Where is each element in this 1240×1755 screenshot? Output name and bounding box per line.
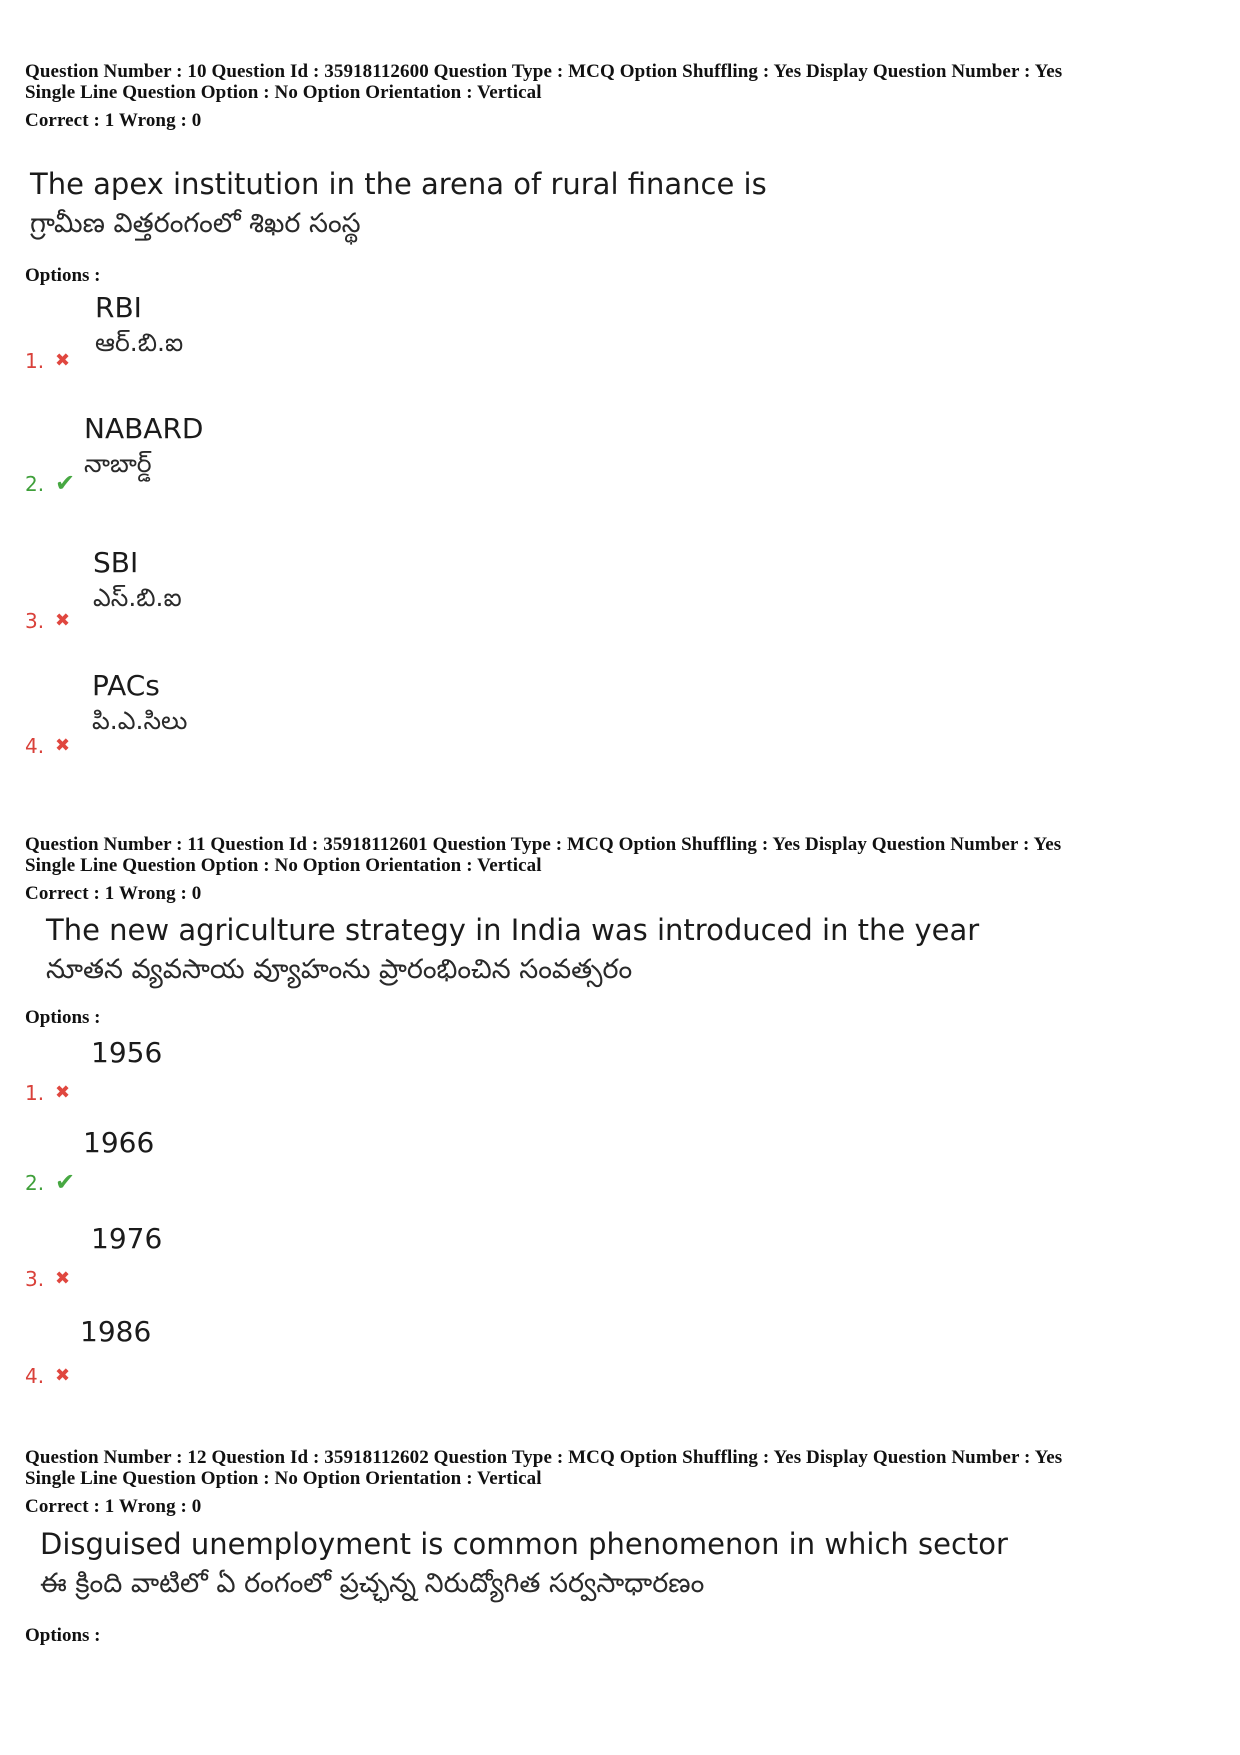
- option-text: [83, 1125, 154, 1161]
- option-text: [91, 1221, 162, 1257]
- option-3: [25, 1221, 425, 1291]
- question-meta-line1: Question Number : 10 Question Id : 35918112600 Question Type : MCQ Option Shuffling : Yes Display Question Number : Yes: [25, 61, 1063, 82]
- option-3: [25, 546, 425, 633]
- wrong-icon: ✖: [55, 735, 71, 756]
- option-number: 4.: [25, 734, 45, 758]
- question-meta-line1: Question Number : 12 Question Id : 35918112602 Question Type : MCQ Option Shuffling : Yes Display Question Number : Yes: [25, 1447, 1063, 1468]
- question-meta-line2: Single Line Question Option : No Option Orientation : Vertical: [25, 1468, 542, 1489]
- question-text-english: Disguised unemployment is common phenomenon in which sector: [40, 1527, 1008, 1561]
- question-text: [46, 910, 979, 990]
- option-number: 1.: [25, 349, 45, 373]
- option-text-english: 1976: [91, 1222, 163, 1255]
- question-text-english: The apex institution in the arena of rural finance is: [30, 167, 767, 201]
- option-2: [25, 1125, 425, 1195]
- wrong-icon: ✖: [55, 610, 71, 631]
- option-4: [25, 669, 425, 758]
- option-text-english: NABARD: [84, 412, 204, 445]
- wrong-icon: ✖: [55, 1082, 71, 1103]
- option-text-english: 1986: [80, 1315, 152, 1348]
- question-text: [40, 1524, 1008, 1604]
- option-text-english: RBI: [95, 291, 142, 324]
- question-text: [30, 164, 767, 244]
- options-label: Options :: [25, 1007, 101, 1028]
- check-icon: ✔: [55, 469, 76, 497]
- option-text-telugu: పి.ఎ.సిలు: [92, 706, 188, 735]
- option-number: 3.: [25, 609, 45, 633]
- option-text: [84, 411, 203, 481]
- option-text-telugu: ఆర్.బి.ఐ: [95, 328, 184, 357]
- question-meta-score: Correct : 1 Wrong : 0: [25, 883, 202, 904]
- question-text-english: The new agriculture strategy in India was introduced in the year: [46, 913, 980, 947]
- question-meta-line1: Question Number : 11 Question Id : 35918112601 Question Type : MCQ Option Shuffling : Yes Display Question Number : Yes: [25, 834, 1062, 855]
- question-meta-score: Correct : 1 Wrong : 0: [25, 1496, 202, 1517]
- option-2: [25, 412, 425, 497]
- option-number: 2.: [25, 472, 45, 496]
- option-number: 4.: [25, 1364, 45, 1388]
- option-text-telugu: ఎస్.బి.ఐ: [93, 583, 182, 612]
- option-text-english: SBI: [93, 546, 139, 579]
- wrong-icon: ✖: [55, 350, 71, 371]
- options-label: Options :: [25, 265, 101, 286]
- option-text: [93, 545, 182, 615]
- question-meta-line2: Single Line Question Option : No Option Orientation : Vertical: [25, 82, 542, 103]
- option-1: [25, 1035, 425, 1105]
- wrong-icon: ✖: [55, 1268, 71, 1289]
- check-icon: ✔: [55, 1168, 76, 1196]
- options-label: Options :: [25, 1625, 101, 1646]
- option-text-telugu: నాబార్డ్: [84, 449, 152, 478]
- option-number: 3.: [25, 1267, 45, 1291]
- question-text-telugu: నూతన వ్యవసాయ వ్యూహంను ప్రారంభించిన సంవత్సరం: [46, 954, 633, 985]
- option-1: [25, 291, 425, 373]
- option-text-english: PACs: [92, 669, 160, 702]
- question-meta-line2: Single Line Question Option : No Option Orientation : Vertical: [25, 855, 542, 876]
- option-text-english: 1956: [91, 1036, 163, 1069]
- question-meta-score: Correct : 1 Wrong : 0: [25, 110, 202, 131]
- question-text-telugu: ఈ క్రింది వాటిలో ఏ రంగంలో ప్రచ్ఛన్న నిరుద్యోగిత సర్వసాధారణం: [40, 1568, 705, 1599]
- option-number: 2.: [25, 1171, 45, 1195]
- wrong-icon: ✖: [55, 1365, 71, 1386]
- option-number: 1.: [25, 1081, 45, 1105]
- option-4: [25, 1315, 425, 1388]
- option-text: [95, 290, 183, 360]
- option-text: [92, 668, 187, 738]
- option-text-english: 1966: [83, 1126, 155, 1159]
- question-text-telugu: గ్రామీణ విత్తరంగంలో శిఖర సంస్థ: [30, 208, 361, 239]
- option-text: [91, 1035, 162, 1071]
- option-text: [80, 1314, 151, 1350]
